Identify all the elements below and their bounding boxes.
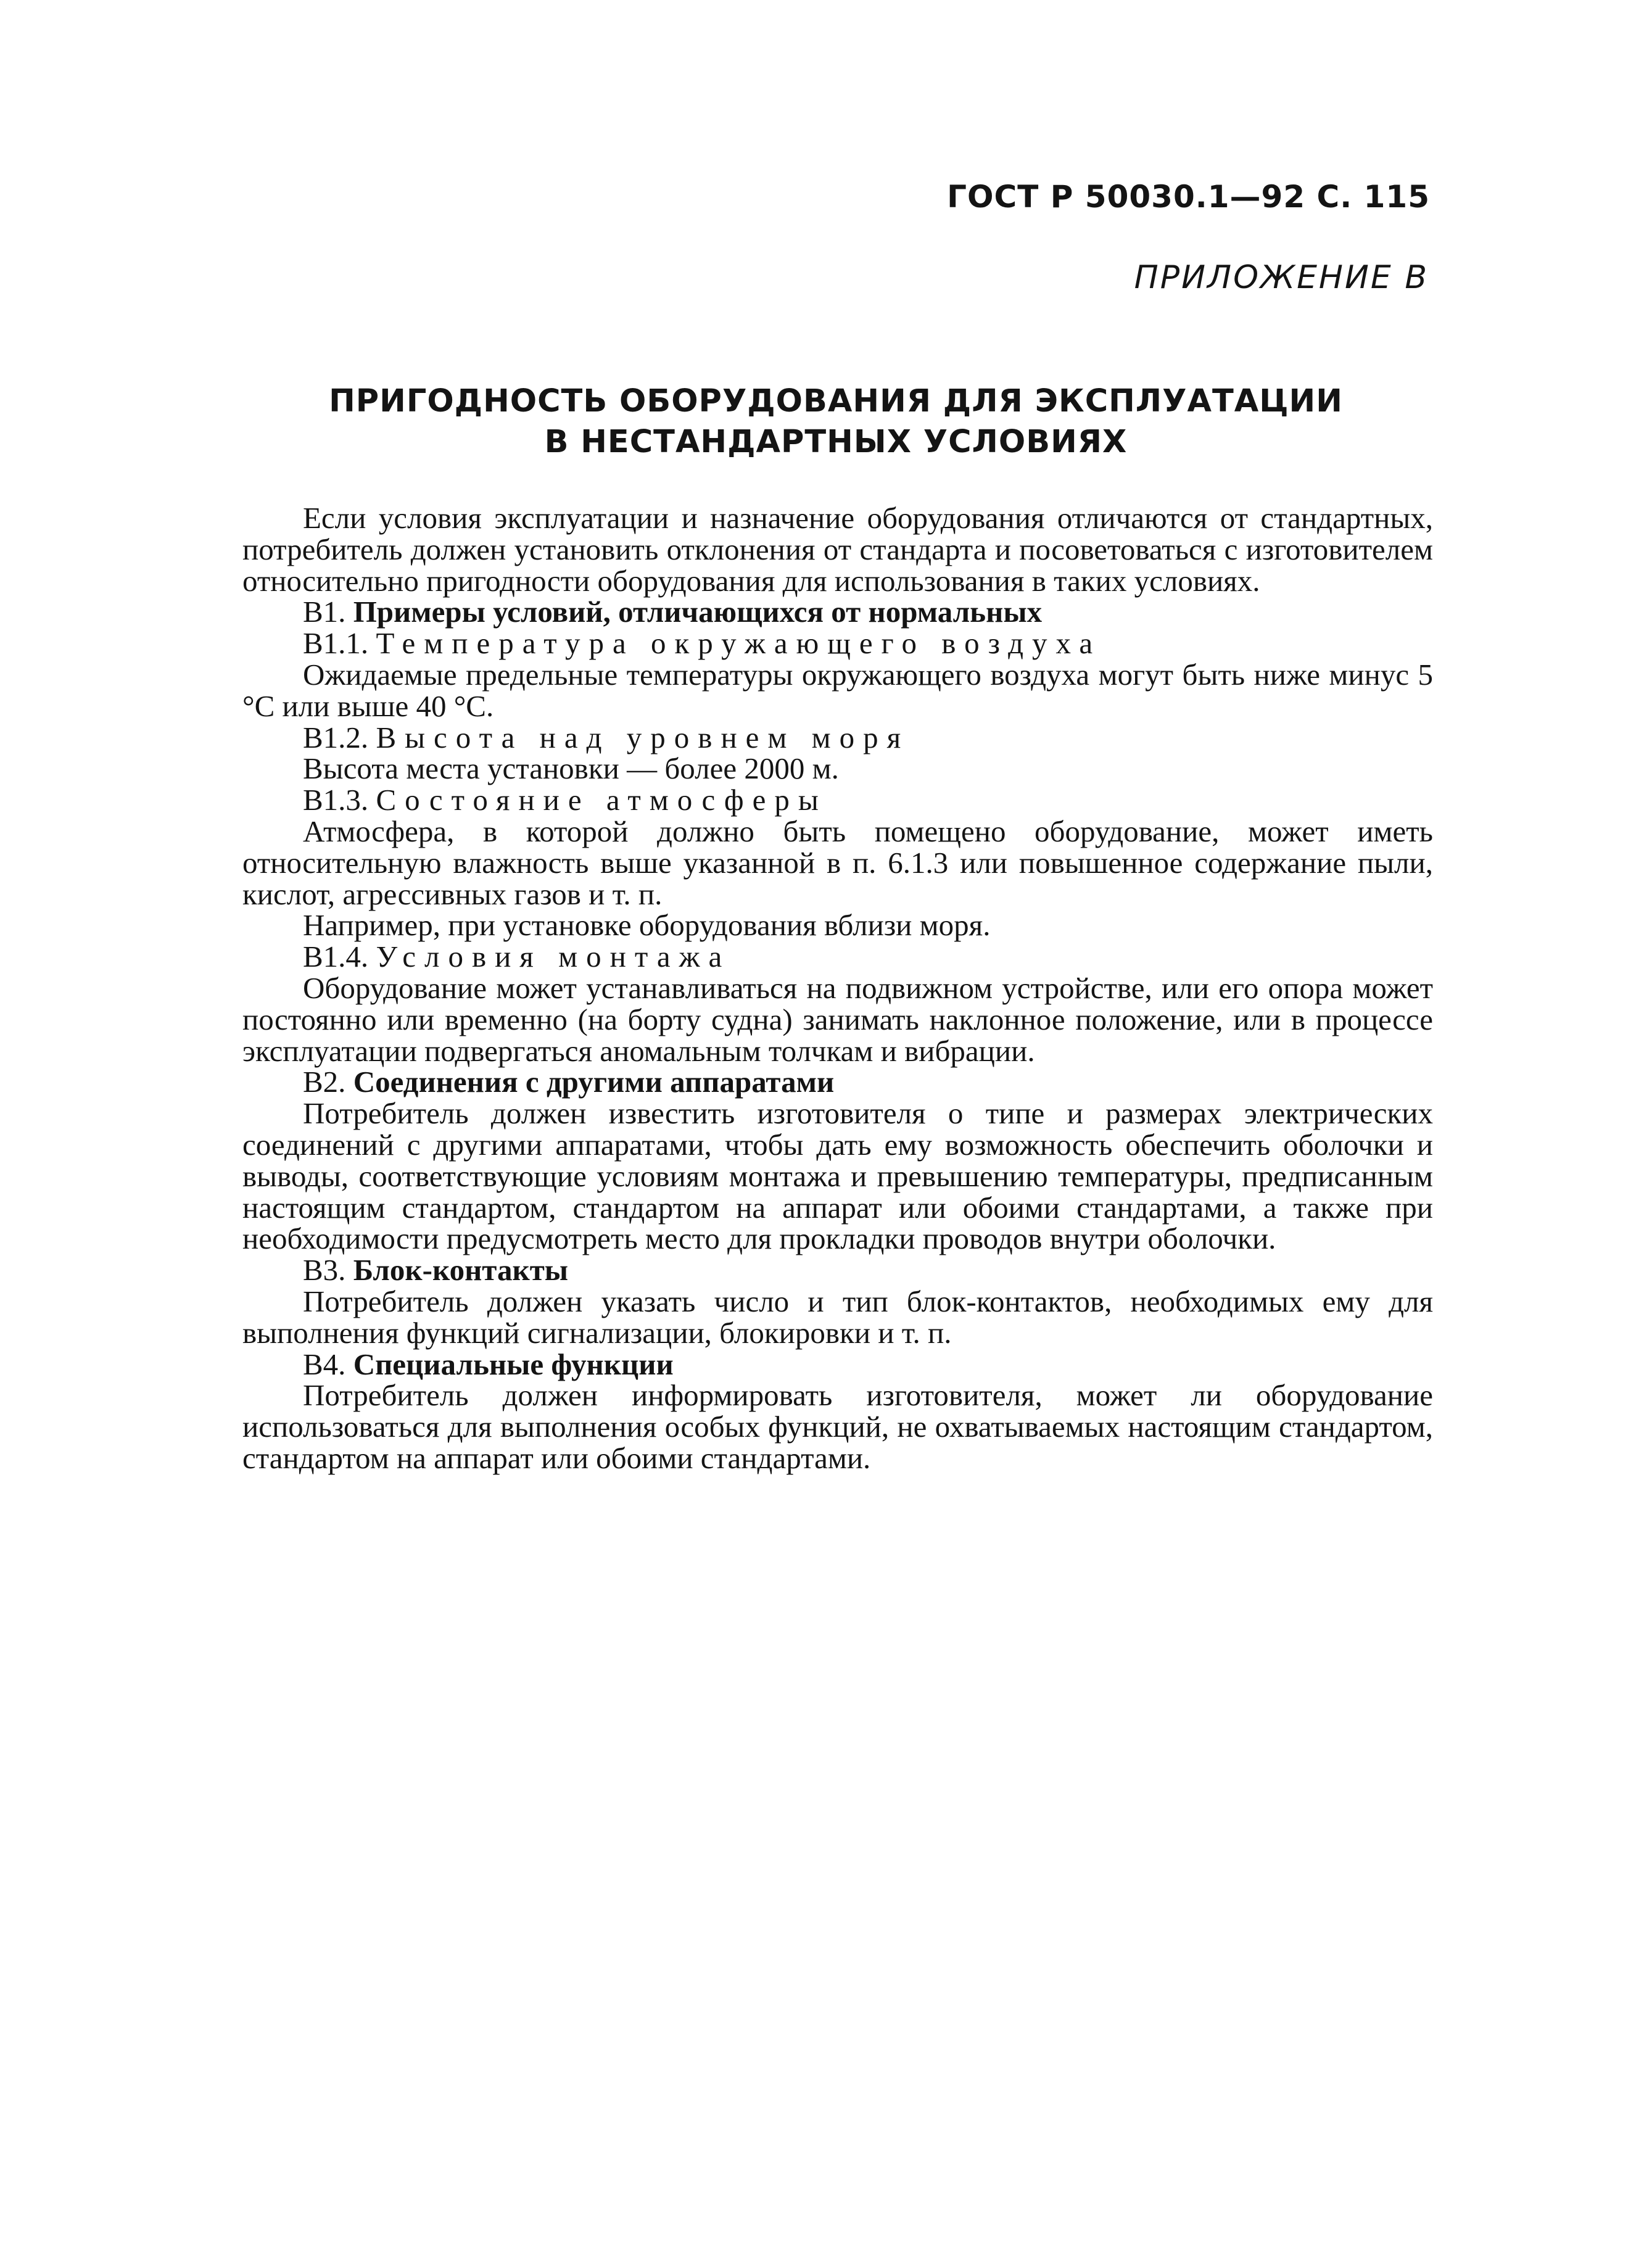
section-b1-2-heading (242, 722, 1433, 754)
section-b1-title: Примеры условий, отличающихся от нормальных (353, 595, 1043, 629)
section-b2-text: Потребитель должен известить изготовителя о типе и размерах электрических соединений с другими аппаратами, чтобы дать ему возможность обеспечить оболочки и выводы, соответствующие условиям монтажа и превышению температуры, предписанным настоящим стандартом, стандартом на аппарат или обоими стандартами, а также при необходимости предусмотреть место для прокладки проводов внутри оболочки. (242, 1096, 1433, 1256)
section-b2-title: Соединения с другими аппаратами (353, 1065, 835, 1099)
title-line-1: ПРИГОДНОСТЬ ОБОРУДОВАНИЯ ДЛЯ ЭКСПЛУАТАЦИИ (329, 383, 1343, 419)
section-b2-heading (242, 1067, 1433, 1098)
section-b1-3-text: Атмосфера, в которой должно быть помещено оборудование, может иметь относительную влажность выше указанной в п. 6.1.3 или повышенное содержание пыли, кислот, агрессивных газов и т. п. (242, 814, 1433, 911)
appendix-label: ПРИЛОЖЕНИЕ В (1134, 259, 1429, 296)
document-title (241, 381, 1431, 463)
section-b1-1-text: Ожидаемые предельные температуры окружающего воздуха могут быть ниже минус 5 °С или выше 40 °С. (242, 657, 1433, 723)
section-b1-4-heading (242, 941, 1433, 973)
section-b2-number: В2. (303, 1065, 346, 1099)
section-b1-heading (242, 597, 1433, 628)
section-b1-3-example: Например, при установке оборудования вблизи моря. (303, 908, 991, 943)
section-b4-title: Специальные функции (353, 1347, 674, 1381)
section-b1-1-number: В1.1. (303, 626, 369, 661)
section-b1-2-text: Высота места установки — более 2000 м. (303, 751, 839, 786)
section-b3-title: Блок-контакты (353, 1253, 569, 1287)
title-line-2: В НЕСТАНДАРТНЫХ УСЛОВИЯХ (544, 424, 1128, 460)
section-b4-heading (242, 1349, 1433, 1381)
section-b1-2-number: В1.2. (303, 720, 369, 754)
section-b1-3-number: В1.3. (303, 783, 369, 817)
section-b1-4-number: В1.4. (303, 940, 369, 974)
document-body (242, 503, 1433, 1474)
section-b3-heading (242, 1255, 1433, 1286)
intro-paragraph: Если условия эксплуатации и назначение оборудования отличаются от стандартных, потребитель должен установить отклонения от стандарта и посоветоваться с изготовителем относительно пригодности оборудования для использования в таких условиях. (242, 501, 1433, 598)
section-b4-number: В4. (303, 1347, 346, 1381)
section-b3-text: Потребитель должен указать число и тип блок-контактов, необходимых ему для выполнения функций сигнализации, блокировки и т. п. (242, 1284, 1433, 1350)
running-header: ГОСТ Р 50030.1—92 С. 115 (947, 179, 1430, 215)
section-b1-2-title: Высота над уровнем моря (376, 720, 910, 754)
section-b3-number: В3. (303, 1253, 346, 1287)
section-b1-1-title: Температура окружающего воздуха (376, 626, 1102, 661)
section-b4-text: Потребитель должен информировать изготовителя, может ли оборудование использоваться для выполнения особых функций, не охватываемых настоящим стандартом, стандартом на аппарат или обоими стандартами. (242, 1378, 1433, 1475)
section-b1-3-heading (242, 785, 1433, 816)
section-b1-4-text: Оборудование может устанавливаться на подвижном устройстве, или его опора может постоянно или временно (на борту судна) занимать наклонное положение, или в процессе эксплуатации подвергаться аномальным толчкам и вибрации. (242, 970, 1433, 1068)
section-b1-number: В1. (303, 595, 346, 629)
section-b1-4-title: Условия монтажа (376, 940, 731, 974)
section-b1-1-heading (242, 628, 1433, 659)
section-b1-3-title: Состояние атмосферы (376, 783, 827, 817)
